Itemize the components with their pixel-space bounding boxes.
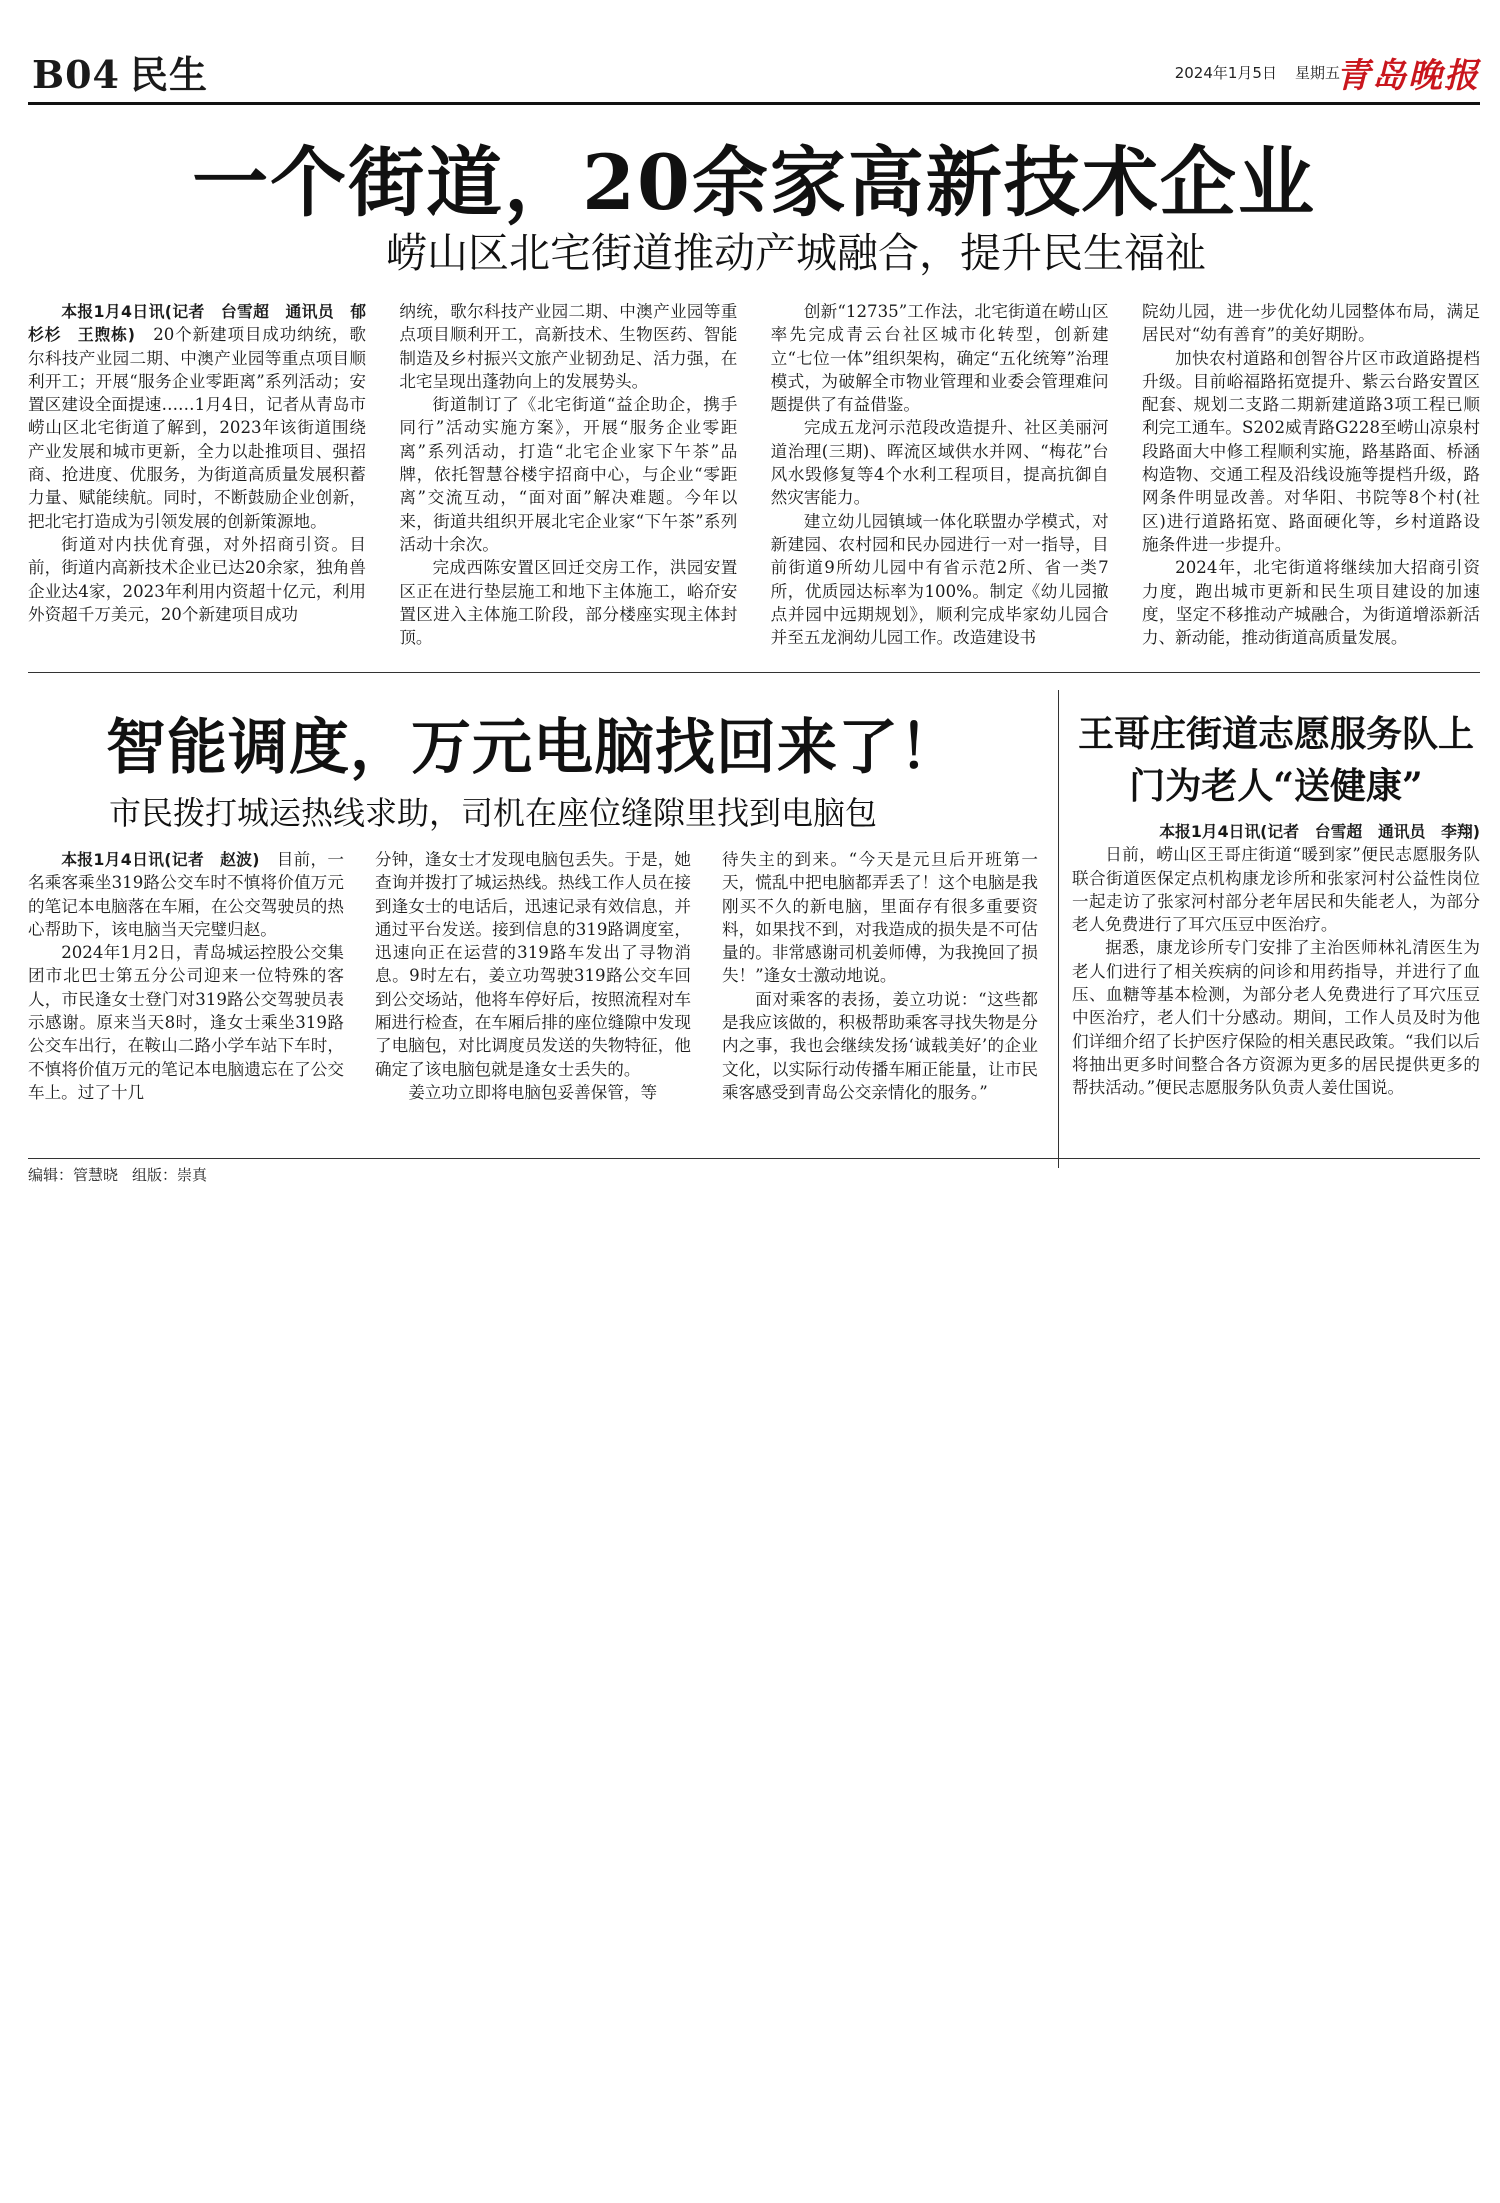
article3-paragraph: 日前，崂山区王哥庄街道“暖到家”便民志愿服务队联合街道医保定点机构康龙诊所和张家河村公益性岗位一起走访了张家河村部分老年居民和失能老人，为部分老人免费进行了耳穴压豆中医治疗。 xyxy=(1072,845,1480,935)
section-code: B04 xyxy=(32,52,120,97)
article2-paragraph: 面对乘客的表扬，姜立功说：“这些都是我应该做的，积极帮助乘客寻找失物是分内之事，我也会继续发扬‘诚载美好’的企业文化，以实际行动传播车厢正能量，让市民乘客感受到青岛公交亲情化的服务。” xyxy=(722,989,1038,1102)
article1-body xyxy=(28,300,1480,658)
section-label xyxy=(32,44,208,99)
section-name: 民生 xyxy=(130,52,209,97)
article2-paragraph: 目前，一名乘客乘坐319路公交车时不慎将价值万元的笔记本电脑落在车厢，在公交驾驶员的热心帮助下，该电脑当天完璧归赵。 xyxy=(28,850,344,939)
article2-paragraph: 姜立功立即将电脑包妥善保管，等 xyxy=(408,1082,658,1102)
article2-paragraph: 分钟，逢女士才发现电脑包丢失。于是，她查询并拨打了城运热线。热线工作人员在接到逢女士的电话后，迅速记录有效信息，并通过平台发送。接到信息的319路调度室，迅速向正在运营的319路车发出了寻物消息。9时左右，姜立功驾驶319路公交车回到公交场站，他将车停好后，按照流程对车厢进行检查，在车厢后排的座位缝隙中发现了电脑包，对比调度员发送的失物特征，他确定了该电脑包就是逢女士丢失的。 xyxy=(375,850,691,1079)
editor-credit: 编辑：管慧晓 xyxy=(28,1166,119,1184)
article1-paragraph: 2024年，北宅街道将继续加大招商引资力度，跑出城市更新和民生项目建设的加速度，坚定不移推动产城融合，为街道增添新活力、新动能，推动街道高质量发展。 xyxy=(1141,558,1480,648)
article1-paragraph: 完成西陈安置区回迁交房工作，洪园安置区正在进行垫层施工和地下主体施工，峪夼安置区进入主体施工阶段，部分楼座实现主体封顶。 xyxy=(399,558,738,648)
article1-paragraph: 街道制订了《北宅街道“益企助企，携手同行”活动实施方案》，开展“服务企业零距离”系列活动，打造“北宅企业家下午茶”品牌，依托智慧谷楼宇招商中心，与企业“零距离”交流互动，“面对面”解决难题。今年以来，街道共组织开展北宅企业家“下午茶”系列活动十余次。 xyxy=(399,395,738,554)
article2-subheadline: 市民拨打城运热线求助，司机在座位缝隙里找到电脑包 xyxy=(108,794,877,832)
article1-subheadline: 崂山区北宅街道推动产城融合，提升民生福祉 xyxy=(386,229,1206,277)
article1-paragraph: 加快农村道路和创智谷片区市政道路提档升级。目前峪福路拓宽提升、紫云台路安置区配套、规划二支路二期新建道路3项工程已顺利完工通车。S202威青路G228至崂山凉泉村段路面大中修工程顺利实施，路基路面、桥涵构造物、交通工程及沿线设施等提档升级，路网条件明显改善。对华阳、书院等8个村(社区)进行道路拓宽、路面硬化等，乡村道路设施条件进一步提升。 xyxy=(1141,348,1480,554)
article1-headline: 一个街道，20余家高新技术企业 xyxy=(192,138,1316,227)
date-text: 2024年1月5日 xyxy=(1174,64,1277,82)
article1-column-3 xyxy=(771,300,1109,658)
masthead-rule xyxy=(28,102,1480,105)
article2-column-1 xyxy=(28,848,344,1168)
section-divider xyxy=(28,672,1480,673)
article3-body xyxy=(1072,820,1480,1168)
article2-paragraph: 2024年1月2日，青岛城运控股公交集团市北巴士第五分公司迎来一位特殊的客人，市民逢女士登门对319路公交驾驶员表示感谢。原来当天8时，逢女士乘坐319路公交车出行，在鞍山二路小学车站下车时，不慎将价值万元的笔记本电脑遗忘在了公交车上。过了十几 xyxy=(28,943,344,1102)
article1-column-2 xyxy=(399,300,737,658)
article2-headline: 智能调度，万元电脑找回来了！ xyxy=(106,713,960,783)
article2-body xyxy=(28,848,1038,1168)
article1-column-1 xyxy=(28,300,366,658)
column-divider xyxy=(1058,690,1059,1168)
layout-credit: 组版：崇真 xyxy=(132,1166,208,1184)
weekday-text: 星期五 xyxy=(1294,64,1340,82)
issue-date xyxy=(1175,62,1340,83)
article2-byline: 本报1月4日讯(记者 赵波) xyxy=(61,850,260,869)
masthead xyxy=(28,40,1480,100)
article3-paragraph: 据悉，康龙诊所专门安排了主治医师林礼清医生为老人们进行了相关疾病的问诊和用药指导，并进行了血压、血糖等基本检测，为部分老人免费进行了耳穴压豆中医治疗，老人们十分感动。期间，工作人员及时为他们详细介绍了长护医疗保险的相关惠民政策。“我们以后将抽出更多时间整合各方资源为更多的居民提供更多的帮扶活动。”便民志愿服务队负责人姜仕国说。 xyxy=(1072,938,1480,1098)
article1-paragraph: 创新“12735”工作法，北宅街道在崂山区率先完成青云台社区城市化转型，创新建立“七位一体”组织架构，确定“五化统筹”治理模式，为破解全市物业管理和业委会管理难问题提供了有益借鉴。 xyxy=(770,302,1109,415)
article1-paragraph: 完成五龙河示范段改造提升、社区美丽河道治理(三期)、晖流区域供水并网、“梅花”台风水毁修复等4个水利工程项目，提高抗御自然灾害能力。 xyxy=(770,418,1109,508)
article1-paragraph: 纳统，歌尔科技产业园二期、中澳产业园等重点项目顺利开工，高新技术、生物医药、智能制造及乡村振兴文旅产业韧劲足、活力强，在北宅呈现出蓬勃向上的发展势头。 xyxy=(399,302,738,391)
article3-byline: 本报1月4日讯(记者 台雪超 通讯员 李翔) xyxy=(1159,822,1480,841)
article3-headline: 王哥庄街道志愿服务队上门为老人“送健康” xyxy=(1077,713,1474,807)
article2-column-2 xyxy=(375,848,691,1168)
article3-column xyxy=(1072,820,1480,1168)
article1-paragraph: 20个新建项目成功纳统，歌尔科技产业园二期、中澳产业园等重点项目顺利开工；开展“服务企业零距离”系列活动；安置区建设全面提速……1月4日，记者从青岛市崂山区北宅街道了解到，2023年该街道围绕产业发展和城市更新，全力以赴推项目、强招商、抢进度、优服务，为街道高质量发展积蓄力量、赋能续航。同时，不断鼓励企业创新，把北宅打造成为引领发展的创新策源地。 xyxy=(28,325,366,531)
footer-rule xyxy=(28,1158,1480,1159)
article2-column-3 xyxy=(722,848,1038,1168)
article1-paragraph: 院幼儿园，进一步优化幼儿园整体布局，满足居民对“幼有善育”的美好期盼。 xyxy=(1141,302,1480,345)
article1-byline: 本报1月4日讯(记者 台雪超 通讯员 郁杉杉 王煦栋) xyxy=(28,302,366,345)
article2-paragraph: 待失主的到来。“今天是元旦后开班第一天，慌乱中把电脑都弄丢了！这个电脑是我刚买不久的新电脑，里面存有很多重要资料，如果找不到，对我造成的损失是不可估量的。非常感谢司机姜师傅，为我挽回了损失！”逢女士激动地说。 xyxy=(722,850,1038,986)
article1-paragraph: 建立幼儿园镇域一体化联盟办学模式，对新建园、农村园和民办园进行一对一指导，目前街道9所幼儿园中有省示范2所、省一类7所，优质园达标率为100%。制定《幼儿园撤点并园中远期规划》，顺利完成毕家幼儿园合并至五龙涧幼儿园工作。改造建设书 xyxy=(770,511,1109,648)
article1-column-4 xyxy=(1142,300,1480,658)
page-credits xyxy=(28,1164,207,1185)
article1-paragraph: 街道对内扶优育强，对外招商引资。目前，街道内高新技术企业已达20余家，独角兽企业达4家，2023年利用内资超十亿元，利用外资超千万美元，20个新建项目成功 xyxy=(28,534,366,624)
paper-logo: 青岛晚报 xyxy=(1336,56,1480,96)
